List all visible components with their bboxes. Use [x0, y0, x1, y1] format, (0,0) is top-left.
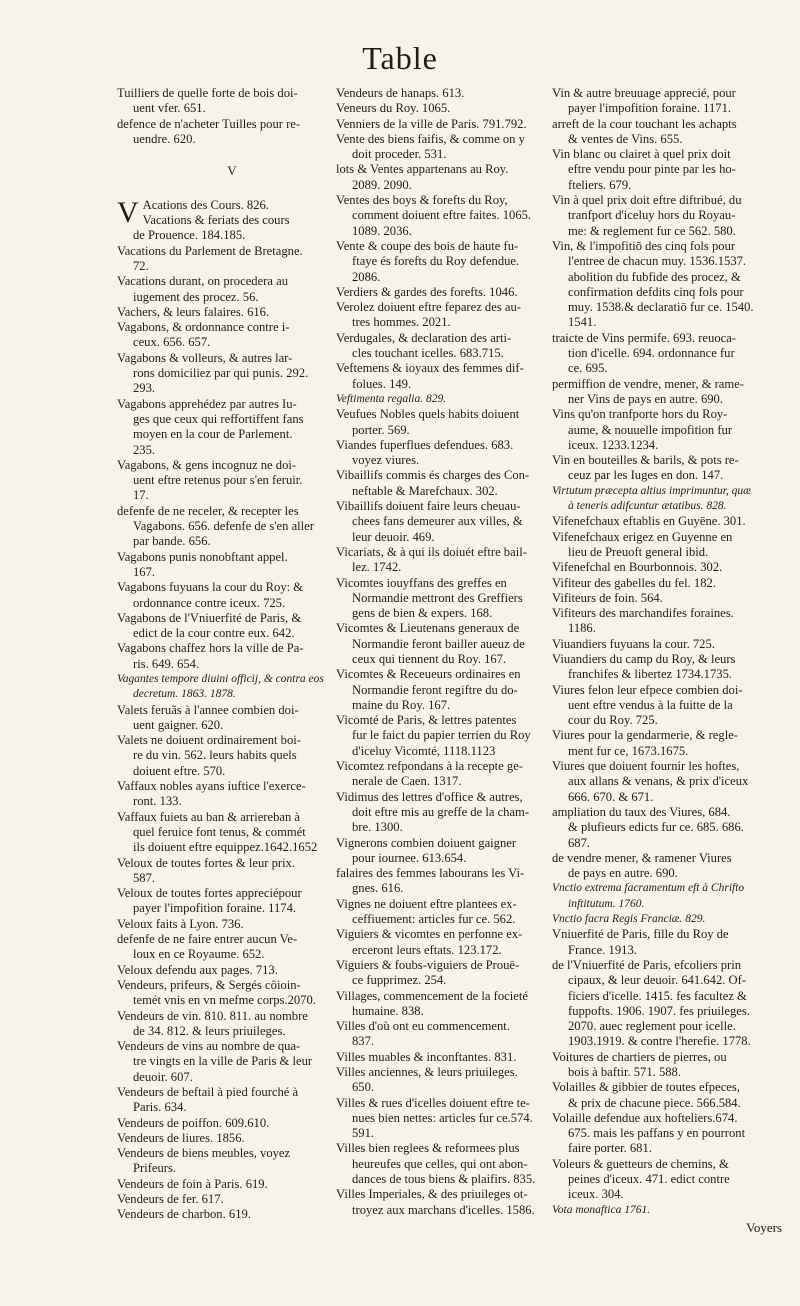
index-entry-latin: Vnctio facra Regis Franciæ. 829. — [552, 913, 706, 926]
index-entry: Vendeurs de vin. 810. 811. au nombre de 34. 812. & leurs priuileges. — [117, 1008, 308, 1038]
index-entry: Veloux defendu aux pages. 713. — [117, 962, 278, 977]
index-entry: Vendeurs de vins au nombre de qua- tre vingts en la ville de Paris & leur deuoir. 607. — [117, 1039, 313, 1084]
index-entry: Viguiers & foubs-viguiers de Prouē- ce fupprimez. 254. — [336, 957, 520, 988]
index-entry: traicte de Vins permife. 693. reuoca- tion d'icelle. 694. ordonnance fur ce. 695. — [552, 330, 736, 376]
dropcap-entry-text: Acations des Cours. 826. Vacations & feriats des cours de Prouence. 184.185. — [133, 197, 290, 243]
index-entry: Villes Imperiales, & des priuileges ot- troyez aux marchans d'icelles. 1586. — [336, 1187, 535, 1217]
index-entry: Valets feruãs à l'annee combien doi- uent gaigner. 620. — [117, 702, 299, 732]
index-entry: Villes & rues d'icelles doiuent eftre te- nues bien nettes: articles fur ce.574. 591. — [336, 1095, 533, 1141]
index-entry: Vagabons & volleurs, & autres lar- rons domiciliez par qui punis. 292. 293. — [117, 350, 309, 396]
index-entry: Vin & autre breuuage apprecié, pour payer l'impofition foraine. 1171. — [552, 86, 736, 116]
index-entry: Vin à quel prix doit eftre diftribué, du tranfport d'iceluy hors du Royau- me: & reglement fur ce 562. 580. — [552, 193, 742, 238]
index-entry: Veufues Nobles quels habits doiuent porter. 569. — [336, 407, 520, 437]
index-entry: Vifiteur des gabelles du fel. 182. — [552, 575, 716, 590]
index-entry: Vendeurs de biens meubles, voyez Prifeurs. — [117, 1146, 291, 1176]
index-entry: Vicomtes iouyffans des greffes en Normandie mettront des Greffiers gens de bien & expers. 168. — [336, 575, 523, 621]
index-entry: Vagabons, & gens incognuz ne doi- uent eftre retenus pour s'en feruir. 17. — [117, 457, 303, 503]
index-entry: Veftemens & ioyaux des femmes dif- folues. 149. — [336, 361, 524, 391]
index-entry: Villages, commencement de la focieté humaine. 838. — [336, 988, 528, 1018]
index-entry: Viandes fuperflues defendues. 683. voyez viures. — [336, 437, 514, 468]
index-entry-dropcap — [117, 182, 347, 243]
index-entry: Vagabons punis nonobftant appel. 167. — [117, 549, 288, 579]
index-entry: Volailles & gibbier de toutes efpeces, & prix de chacune piece. 566.584. — [552, 1080, 741, 1110]
index-entry-latin: Vnctio extrema facramentum eft à Chrifto inftitutum. 1760. — [552, 882, 745, 910]
index-entry: de vendre mener, & ramener Viures de pays en autre. 690. — [552, 850, 732, 881]
index-entry: Vicomtes & Receueurs ordinaires en Normandie feront regiftre du do- maine du Roy. 167. — [336, 667, 521, 712]
section-letter: V — [227, 163, 237, 179]
index-entry: Vicomtez refpondans à la recepte ge- nerale de Caen. 1317. — [336, 759, 523, 789]
index-entry: Vente des biens faifis, & comme on y doit proceder. 531. — [336, 131, 525, 162]
index-entry: ampliation du taux des Viures, 684. & plufieurs edicts fur ce. 685. 686. 687. — [552, 804, 744, 850]
index-entry-latin: Vagantes tempore diuini officij, & contra eos decretum. 1863. 1878. — [117, 672, 324, 701]
index-entry: Veloux de toutes fortes & leur prix. 587. — [117, 855, 296, 885]
index-entry: Voitures de chartiers de pierres, ou bois à baftir. 571. 588. — [552, 1049, 727, 1079]
index-entry: Viguiers & vicomtes en perfonne ex- erceront leurs eftats. 123.172. — [336, 927, 523, 957]
index-entry: Vins qu'on tranfporte hors du Roy- aume, & nouuelle impofition fur iceux. 1233.1234. — [552, 407, 733, 452]
index-column-2 — [336, 86, 566, 1218]
index-entry: Vicomtes & Lieutenans generaux de Normandie feront bailler aueuz de ceux qui tiennent du Roy. 167. — [336, 621, 525, 666]
index-entry: Vin en bouteilles & barils, & pots re- ceuz par les Iuges en don. 147. — [552, 453, 739, 483]
index-entry: Vignerons combien doiuent gaigner pour iournee. 613.654. — [336, 835, 517, 865]
index-entry: Villes muables & inconftantes. 831. — [336, 1049, 517, 1064]
index-entry-latin: Virtutum præcepta altius imprimuntur, quæ à teneris adifcuntur ætatibus. 828. — [552, 484, 751, 513]
index-entry: Vendeurs de foin à Paris. 619. — [117, 1176, 268, 1191]
index-entry: Veneurs du Roy. 1065. — [336, 101, 451, 116]
drop-cap: V — [117, 195, 139, 229]
index-entry: Veloux de toutes fortes appreciépour payer l'impofition foraine. 1174. — [117, 886, 302, 916]
index-entry: Veloux faits à Lyon. 736. — [117, 916, 244, 931]
index-entry: falaires des femmes labourans les Vi- gnes. 616. — [336, 866, 525, 896]
index-entry: Verdiers & gardes des forefts. 1046. — [336, 284, 518, 299]
index-entry: Villes bien reglees & reformees plus heureufes que celles, qui ont abon- dances de tous biens & plaifirs. 835. — [336, 1141, 536, 1187]
catchword: Voyers — [746, 1219, 782, 1235]
index-entry: Vifenefchaux eftablis en Guyēne. 301. — [552, 514, 746, 529]
index-entry: Vicariats, & à qui ils doiuét eftre bail- lez. 1742. — [336, 544, 527, 575]
index-entry: Viuandiers fuyuans la cour. 725. — [552, 636, 715, 651]
index-entry: defenfe de ne faire entrer aucun Ve- loux en ce Royaume. 652. — [117, 932, 298, 962]
index-entry: Vagabons fuyuans la cour du Roy: & ordonnance contre iceux. 725. — [117, 580, 304, 610]
index-entry: lots & Ventes appartenans au Roy. 2089. 2090. — [336, 162, 509, 192]
index-entry-latin: Veftimenta regalia. 829. — [336, 392, 447, 405]
index-entry: Voleurs & guetteurs de chemins, & peines d'iceux. 471. edict contre iceux. 304. — [552, 1156, 730, 1202]
index-entry: de l'Vniuerfité de Paris, efcoliers prin cipaux, & leur deuoir. 641.642. Of- ficiers d'icelle. 1415. fes facultez & fuppofts. 1906. 1907. fes priuileges. 2070. auec reglement pour icelle. 1903.1919. & contre l'herefie. 1778. — [552, 957, 751, 1049]
index-entry: Vagabons apprehédez par autres Iu- ges que ceux qui reffortiffent fans moyen en la cour de Parlement. 235. — [117, 396, 304, 457]
index-entry: Vifenefchaux erigez en Guyenne en lieu de Preuoft general ibid. — [552, 529, 733, 559]
index-entry: Venniers de la ville de Paris. 791.792. — [336, 116, 527, 131]
index-entry: Villes anciennes, & leurs priuileges. 650. — [336, 1065, 518, 1095]
index-entry: Vacations durant, on procedera au iugement des procez. 56. — [117, 274, 288, 304]
index-entry: Vignes ne doiuent eftre plantees ex- ceffiuement: articles fur ce. 562. — [336, 896, 517, 927]
index-entry: Vendeurs de beftail à pied fourché à Paris. 634. — [117, 1085, 299, 1115]
page-title: Table — [362, 40, 438, 76]
index-entry: Vaffaux fuiets au ban & arriereban à quel feruice font tenus, & commét ils doiuent eftre equippez.1642.1652 — [117, 809, 318, 855]
index-entry: Vachers, & leurs falaires. 616. — [117, 304, 270, 319]
index-column-1 — [117, 86, 347, 1223]
index-entry: Vente & coupe des bois de haute fu- ftaye és forefts du Roy defendue. 2086. — [336, 238, 520, 284]
index-entry: Vidimus des lettres d'office & autres, doit eftre mis au greffe de la cham- bre. 1300. — [336, 789, 530, 835]
index-entry: Vagabons de l'Vniuerfité de Paris, & edict de la cour contre eux. 642. — [117, 610, 302, 641]
index-entry: Vifenefchal en Bourbonnois. 302. — [552, 560, 723, 575]
index-entry: permiffion de vendre, mener, & rame- ner Vins de pays en autre. 690. — [552, 376, 744, 406]
index-entry: Vendeurs de hanaps. 613. — [336, 86, 465, 100]
index-entry: defence de n'acheter Tuilles pour re- uendre. 620. — [117, 116, 301, 146]
index-entry: Vifiteurs des marchandifes foraines. 1186. — [552, 606, 734, 636]
index-entry: Verolez doiuent eftre feparez des au- tres hommes. 2021. — [336, 300, 521, 330]
index-entry: Volaille defendue aux hofteliers.674. 675. mais les paffans y en pourront faire porter. 681. — [552, 1110, 746, 1156]
index-entry: Vendeurs de poiffon. 609.610. — [117, 1115, 270, 1130]
index-entry: Vifiteurs de foin. 564. — [552, 590, 663, 605]
index-entry: Vendeurs de charbon. 619. — [117, 1207, 251, 1222]
index-entry: Viures felon leur efpece combien doi- uent eftre vendus à la fuitte de la cour du Roy. 725. — [552, 682, 743, 728]
index-entry: arreft de la cour touchant les achapts & ventes de Vins. 655. — [552, 116, 737, 146]
index-entry: Vin, & l'impofitiō des cinq fols pour l'entree de chacun muy. 1536.1537. abolition du fubfide des procez, & confirmation defdits cinq fols pour muy. 1538.& declaratiō fur ce. 1540. 1541. — [552, 238, 754, 330]
index-entry: Viures que doiuent fournir les hoftes, aux allans & venans, & prix d'iceux 666. 670. & 671. — [552, 759, 749, 804]
index-entry-latin: Vota monaftica 1761. — [552, 1203, 651, 1216]
index-entry: Vendeurs de liures. 1856. — [117, 1130, 245, 1145]
index-entry: Villes d'où ont eu commencement. 837. — [336, 1019, 510, 1049]
index-entry: Vacations du Parlement de Bretagne. 72. — [117, 243, 303, 273]
index-entry: Viuandiers du camp du Roy, & leurs franchifes & libertez 1734.1735. — [552, 651, 736, 682]
index-entry: Vniuerfité de Paris, fille du Roy de France. 1913. — [552, 927, 729, 957]
index-entry: Viures pour la gendarmerie, & regle- ment fur ce, 1673.1675. — [552, 728, 738, 758]
index-entry: Vibaillifs doiuent faire leurs cheuau- chees fans demeurer aux villes, & leur deuoir. 469. — [336, 499, 523, 544]
index-entry: Verdugales, & declaration des arti- cles touchant icelles. 683.715. — [336, 330, 512, 361]
index-entry: Vicomté de Paris, & lettres patentes fur le faict du papier terrien du Roy d'iceluy Vicomté, 1118.1123 — [336, 713, 531, 758]
index-entry: Vendeurs, prifeurs, & Sergés côioin- temét vnis en vn mefme corps.2070. — [117, 977, 316, 1008]
index-entry: Vagabons, & ordonnance contre i- ceux. 656. 657. — [117, 320, 290, 350]
index-entry: Vagabons chaffez hors la ville de Pa- ris. 649. 654. — [117, 641, 304, 671]
index-entry: defenfe de ne receler, & recepter les Vagabons. 656. defenfe de s'en aller par bande. 656. — [117, 503, 314, 549]
index-entry: Ventes des boys & forefts du Roy, comment doiuent eftre faites. 1065. 1089. 2036. — [336, 193, 532, 238]
index-entry: Vendeurs de fer. 617. — [117, 1192, 224, 1207]
index-entry: Vibaillifs commis és charges des Con- neftable & Marefchaux. 302. — [336, 468, 530, 498]
index-entry: Valets ne doiuent ordinairement boi- re du vin. 562. leurs habits quels doiuent eftre. 570. — [117, 733, 301, 778]
index-entry: Tuilliers de quelle forte de bois doi- uent vfer. 651. — [117, 86, 298, 116]
index-entry: Vin blanc ou clairet à quel prix doit eftre vendu pour pinte par les ho- fteliers. 679. — [552, 147, 736, 192]
index-column-3 — [552, 86, 782, 1235]
index-entry: Vaffaux nobles ayans iuftice l'exerce- ront. 133. — [117, 779, 306, 809]
